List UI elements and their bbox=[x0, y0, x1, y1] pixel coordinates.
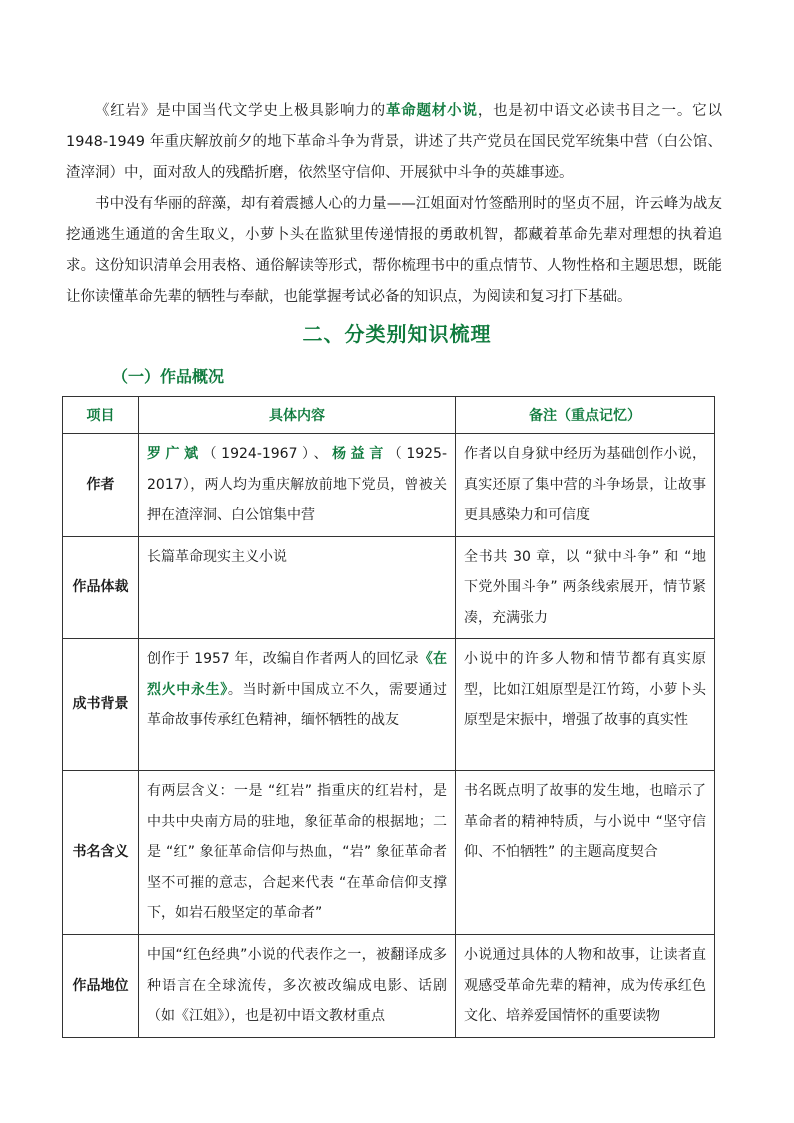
table-row bbox=[63, 935, 715, 1038]
sub-title: （一）作品概况 bbox=[112, 367, 225, 386]
row-label: 作品体裁 bbox=[63, 536, 139, 639]
intro-run-text: ，也是初中语文必读书目之一。它以1948-1949 年重庆解放前夕的地下革命斗争为背景，讲述了共产党员在国民党军统集中营（白公馆、渣滓洞）中，面对敌人的残酷折磨，依然坚守信仰、开展狱中斗争的英雄事迹。 bbox=[66, 103, 722, 181]
table-header-row bbox=[63, 397, 715, 434]
content-run-highlight: 《在烈火中永生》 bbox=[147, 651, 448, 698]
row-label: 书名含义 bbox=[63, 771, 139, 935]
content-run-text: 创作于 1957 年，改编自作者两人的回忆录 bbox=[147, 651, 419, 667]
content-run-highlight: 罗广斌 bbox=[147, 446, 203, 462]
table-body bbox=[63, 434, 715, 1038]
table-row bbox=[63, 771, 715, 935]
row-content bbox=[139, 639, 456, 771]
overview-table bbox=[62, 396, 715, 1038]
header-note: 备注（重点记忆） bbox=[456, 397, 715, 434]
intro-run-highlight: 革命题材小说 bbox=[385, 103, 478, 119]
intro-section bbox=[66, 96, 722, 313]
table-row bbox=[63, 536, 715, 639]
content-run-text: 。当时新中国成立不久，需要通过革命故事传承红色精神，缅怀牺牲的战友 bbox=[147, 681, 448, 728]
row-label: 作者 bbox=[63, 434, 139, 537]
content-run-text: 有两层含义：一是 “红岩” 指重庆的红岩村，是中共中央南方局的驻地，象征革命的根据地；二是 “红” 象征革命信仰与热血，“岩” 象征革命者坚不可摧的意志，合起来代表 “在革命信仰支撑下，如岩石般坚定的革命者” bbox=[147, 783, 447, 921]
table-row bbox=[63, 639, 715, 771]
row-note: 书名既点明了故事的发生地，也暗示了革命者的精神特质，与小说中 “坚守信仰、不怕牺牲” 的主题高度契合 bbox=[456, 771, 715, 935]
content-run-highlight: 杨益言 bbox=[332, 446, 388, 462]
row-content bbox=[139, 771, 456, 935]
intro-paragraph-1 bbox=[66, 96, 722, 189]
content-run-text: （1924-1967）、 bbox=[202, 446, 333, 462]
row-label: 成书背景 bbox=[63, 639, 139, 771]
row-note: 小说中的许多人物和情节都有真实原型，比如江姐原型是江竹筠，小萝卜头原型是宋振中，增强了故事的真实性 bbox=[456, 639, 715, 771]
content-run-text: 中国“红色经典”小说的代表作之一，被翻译成多种语言在全球流传，多次被改编成电影、话剧（如《江姐》），也是初中语文教材重点 bbox=[147, 947, 447, 1024]
row-note: 小说通过具体的人物和故事，让读者直观感受革命先辈的精神，成为传承红色文化、培养爱国情怀的重要读物 bbox=[456, 935, 715, 1038]
content-run-text: （1925-2017），两人均为重庆解放前地下党员，曾被关押在渣滓洞、白公馆集中营 bbox=[147, 446, 448, 523]
row-content bbox=[139, 536, 456, 639]
row-note: 全书共 30 章，以 “狱中斗争” 和 “地下党外围斗争” 两条线索展开，情节紧凑，充满张力 bbox=[456, 536, 715, 639]
header-item: 项目 bbox=[63, 397, 139, 434]
header-content: 具体内容 bbox=[139, 397, 456, 434]
section-title: 二、分类别知识梳理 bbox=[302, 322, 492, 346]
row-content bbox=[139, 434, 456, 537]
row-note: 作者以自身狱中经历为基础创作小说，真实还原了集中营的斗争场景，让故事更具感染力和可信度 bbox=[456, 434, 715, 537]
intro-run-text: 《红岩》是中国当代文学史上极具影响力的 bbox=[95, 103, 386, 119]
intro-paragraph-2: 书中没有华丽的辞藻，却有着震撼人心的力量——江姐面对竹签酷刑时的坚贞不屈，许云峰为战友挖通逃生通道的舍生取义，小萝卜头在监狱里传递情报的勇敢机智，都藏着革命先辈对理想的执着追求。这份知识清单会用表格、通俗解读等形式，帮你梳理书中的重点情节、人物性格和主题思想，既能让你读懂革命先辈的牺牲与奉献，也能掌握考试必备的知识点，为阅读和复习打下基础。 bbox=[66, 196, 722, 305]
row-content bbox=[139, 935, 456, 1038]
row-label: 作品地位 bbox=[63, 935, 139, 1038]
table-row bbox=[63, 434, 715, 537]
content-run-text: 长篇革命现实主义小说 bbox=[147, 548, 287, 565]
